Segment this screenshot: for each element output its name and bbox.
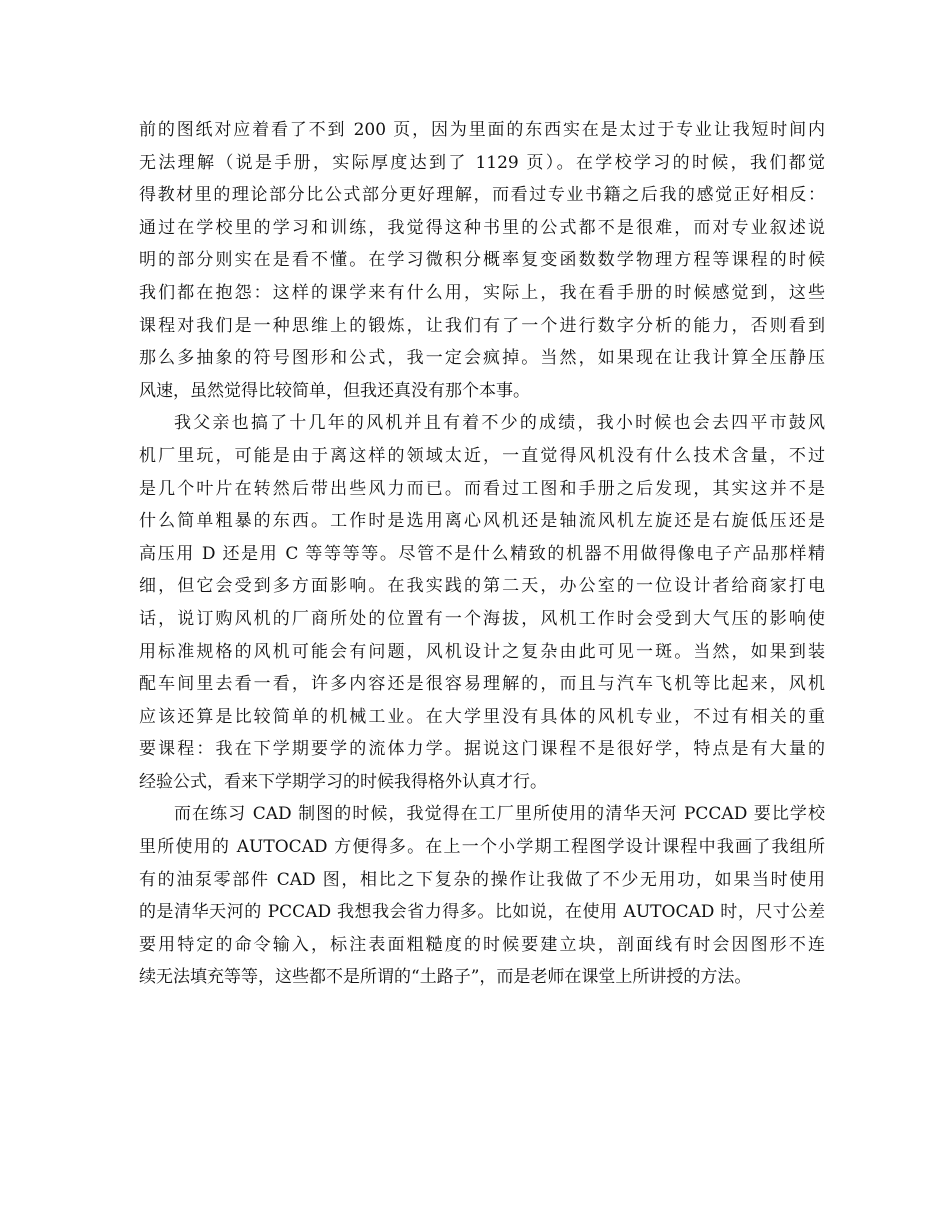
text-line: 无法理解（说是手册，实际厚度达到了 1129 页）。在学校学习的时候，我们都觉	[139, 152, 825, 173]
paragraph-2	[139, 407, 825, 798]
text-line: 什么简单粗暴的东西。工作时是选用离心风机还是轴流风机左旋还是右旋低压还是	[139, 511, 825, 532]
text-line: 细，但它会受到多方面影响。在我实践的第二天，办公室的一位设计者给商家打电	[139, 576, 825, 597]
text-line: 课程对我们是一种思维上的锻炼，让我们有了一个进行数字分析的能力，否则看到	[139, 315, 825, 336]
text-line: 配车间里去看一看，许多内容还是很容易理解的，而且与汽车飞机等比起来，风机	[139, 674, 825, 695]
text-line: 要课程：我在下学期要学的流体力学。据说这门课程不是很好学，特点是有大量的	[139, 739, 825, 760]
text-line: 风速，虽然觉得比较简单，但我还真没有那个本事。	[139, 380, 530, 401]
text-line: 要用特定的命令输入，标注表面粗糙度的时候要建立块，剖面线有时会因图形不连	[139, 934, 825, 955]
text-line: 高压用 D 还是用 C 等等等等。尽管不是什么精致的机器不用做得像电子产品那样精	[139, 543, 825, 564]
text-line: 得教材里的理论部分比公式部分更好理解，而看过专业书籍之后我的感觉正好相反：	[139, 185, 825, 206]
paragraph-3	[139, 798, 825, 994]
text-line: 话，说订购风机的厂商所处的位置有一个海拔，风机工作时会受到大气压的影响使	[139, 608, 825, 629]
text-line: 里所使用的 AUTOCAD 方便得多。在上一个小学期工程图学设计课程中我画了我组所	[139, 837, 825, 858]
text-line: 有的油泵零部件 CAD 图，相比之下复杂的操作让我做了不少无用功，如果当时使用	[139, 869, 825, 890]
text-line: 的是清华天河的 PCCAD 我想我会省力得多。比如说，在使用 AUTOCAD 时，尺寸公差	[139, 902, 825, 923]
text-line: 那么多抽象的符号图形和公式，我一定会疯掉。当然，如果现在让我计算全压静压	[139, 348, 825, 369]
text-line: 前的图纸对应着看了不到 200 页，因为里面的东西实在是太过于专业让我短时间内	[139, 120, 825, 140]
text-line: 经验公式，看来下学期学习的时候我得格外认真才行。	[139, 771, 547, 792]
text-line: 明的部分则实在是看不懂。在学习微积分概率复变函数数学物理方程等课程的时候	[139, 250, 825, 271]
text-line: 而在练习 CAD 制图的时候，我觉得在工厂里所使用的清华天河 PCCAD 要比学校	[174, 804, 825, 825]
text-line: 通过在学校里的学习和训练，我觉得这种书里的公式都不是很难，而对专业叙述说	[139, 217, 825, 238]
text-line: 续无法填充等等，这些都不是所谓的“土路子”，而是老师在课堂上所讲授的方法。	[139, 967, 752, 988]
paragraph-1	[139, 114, 825, 407]
text-line: 是几个叶片在转然后带出些风力而已。而看过工图和手册之后发现，其实这并不是	[139, 478, 825, 499]
text-line: 机厂里玩，可能是由于离这样的领域太近，一直觉得风机没有什么技术含量，不过	[139, 445, 825, 466]
document-body	[139, 114, 825, 994]
text-line: 应该还算是比较简单的机械工业。在大学里没有具体的风机专业，不过有相关的重	[139, 706, 825, 727]
text-line: 我父亲也搞了十几年的风机并且有着不少的成绩，我小时候也会去四平市鼓风	[174, 413, 825, 434]
text-line: 用标准规格的风机可能会有问题，风机设计之复杂由此可见一斑。当然，如果到装	[139, 641, 825, 662]
text-line: 我们都在抱怨：这样的课学来有什么用，实际上，我在看手册的时候感觉到，这些	[139, 282, 825, 303]
